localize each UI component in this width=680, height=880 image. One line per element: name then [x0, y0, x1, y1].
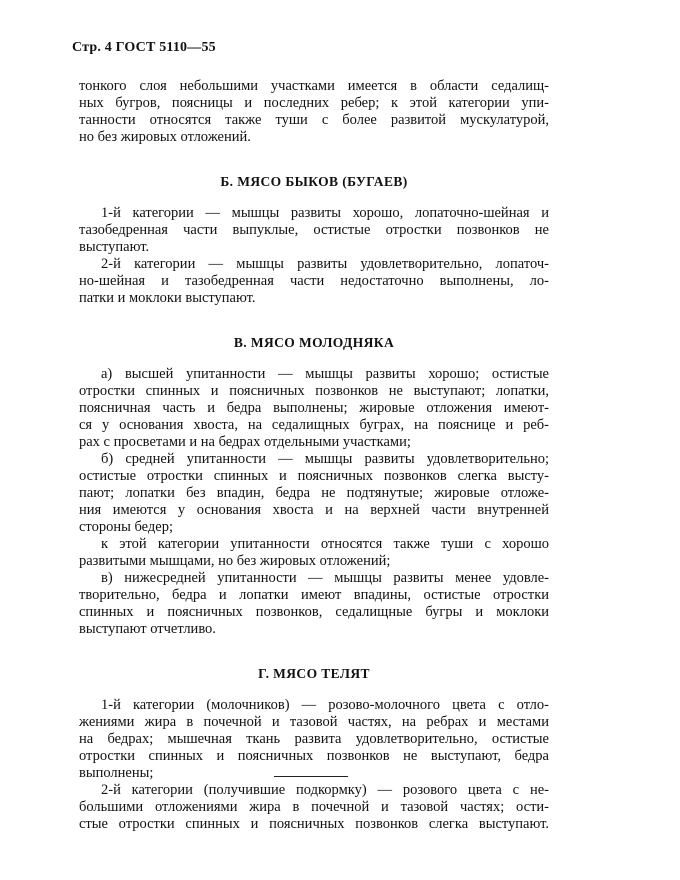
text-line: патки и моклоки выступают.	[79, 290, 256, 306]
text-line: но-шейная и тазобедренная части недостаточно выполнены, ло-	[79, 273, 549, 289]
paragraph-g-1	[79, 697, 549, 782]
section-heading-v: В. МЯСО МОЛОДНЯКА	[233, 335, 395, 350]
text-line: ния имеются у основания хвоста и на верхней части внутренней	[79, 502, 549, 518]
text-line: на бедрах; мышечная ткань развита удовлетворительно, остистые	[79, 731, 549, 747]
text-line: тазобедренная части выпуклые, остистые отростки позвонков не	[79, 222, 549, 238]
text-line: а) высшей упитанности — мышцы развиты хорошо; остистые	[101, 366, 549, 382]
paragraph-b-1	[79, 205, 549, 256]
end-divider	[274, 776, 348, 777]
section-heading-b: Б. МЯСО БЫКОВ (БУГАЕВ)	[220, 174, 408, 189]
paragraph-v-a	[79, 366, 549, 451]
text-line: тонкого слоя небольшими участками имеется в области седалищ-	[79, 78, 549, 94]
text-line: в) нижесредней упитанности — мышцы развиты менее удовле-	[101, 570, 549, 586]
paragraph-b-2	[79, 256, 549, 307]
text-line: большими отложениями жира в почечной и тазовой частях; ости-	[79, 799, 549, 815]
text-line: б) средней упитанности — мышцы развиты удовлетворительно;	[101, 451, 549, 467]
text-line: к этой категории упитанности относятся также туши с хорошо	[101, 536, 549, 552]
text-line: жениями жира в почечной и тазовой частях, на ребрах и местами	[79, 714, 549, 730]
text-line: выступают отчетливо.	[79, 621, 216, 637]
text-line: выступают.	[79, 239, 150, 255]
text-line: стороны бедер;	[79, 519, 173, 535]
page-header: Стр. 4 ГОСТ 5110—55	[72, 40, 216, 55]
text-line: пают; лопатки без впадин, бедра не подтянутые; жировые отложе-	[79, 485, 549, 501]
text-line: остистые отростки спинных и поясничных позвонков слегка высту-	[79, 468, 549, 484]
paragraph-v-c	[79, 570, 549, 638]
text-line: отростки спинных и поясничных позвонков не выступают; лопатки,	[79, 383, 549, 399]
text-line: ся у основания хвоста, на седалищных буграх, на пояснице и реб-	[79, 417, 549, 433]
paragraph-v-b	[79, 451, 549, 536]
text-line: 2-й категории (получившие подкормку) — розового цвета с не-	[101, 782, 549, 798]
text-line: рах с просветами и на бедрах отдельными участками;	[79, 434, 411, 450]
document-body	[79, 78, 549, 833]
text-line: 1-й категории (молочников) — розово-молочного цвета с отло-	[101, 697, 549, 713]
text-line: 1-й категории — мышцы развиты хорошо, лопаточно-шейная и	[101, 205, 549, 221]
text-line: творительно, бедра и лопатки имеют впадины, остистые отростки	[79, 587, 549, 603]
text-line: но без жировых отложений.	[79, 129, 251, 145]
intro-paragraph	[79, 78, 549, 146]
text-line: отростки спинных и поясничных позвонков не выступают, бедра	[79, 748, 549, 764]
text-line: поясничная часть и бедра выполнены; жировые отложения имеют-	[79, 400, 549, 416]
text-line: ных бугров, поясницы и последних ребер; к этой категории упи-	[79, 95, 549, 111]
section-heading-g: Г. МЯСО ТЕЛЯТ	[258, 666, 370, 681]
text-line: стые отростки спинных и поясничных позвонков слегка выступают.	[79, 816, 549, 832]
paragraph-v-note	[79, 536, 549, 570]
text-line: танности относятся также туши с более развитой мускулатурой,	[79, 112, 549, 128]
text-line: выполнены;	[79, 765, 154, 781]
text-line: 2-й категории — мышцы развиты удовлетворительно, лопаточ-	[101, 256, 549, 272]
text-line: развитыми мышцами, но без жировых отложений;	[79, 553, 391, 569]
paragraph-g-2	[79, 782, 549, 833]
text-line: спинных и поясничных позвонков, седалищные бугры и моклоки	[79, 604, 549, 620]
